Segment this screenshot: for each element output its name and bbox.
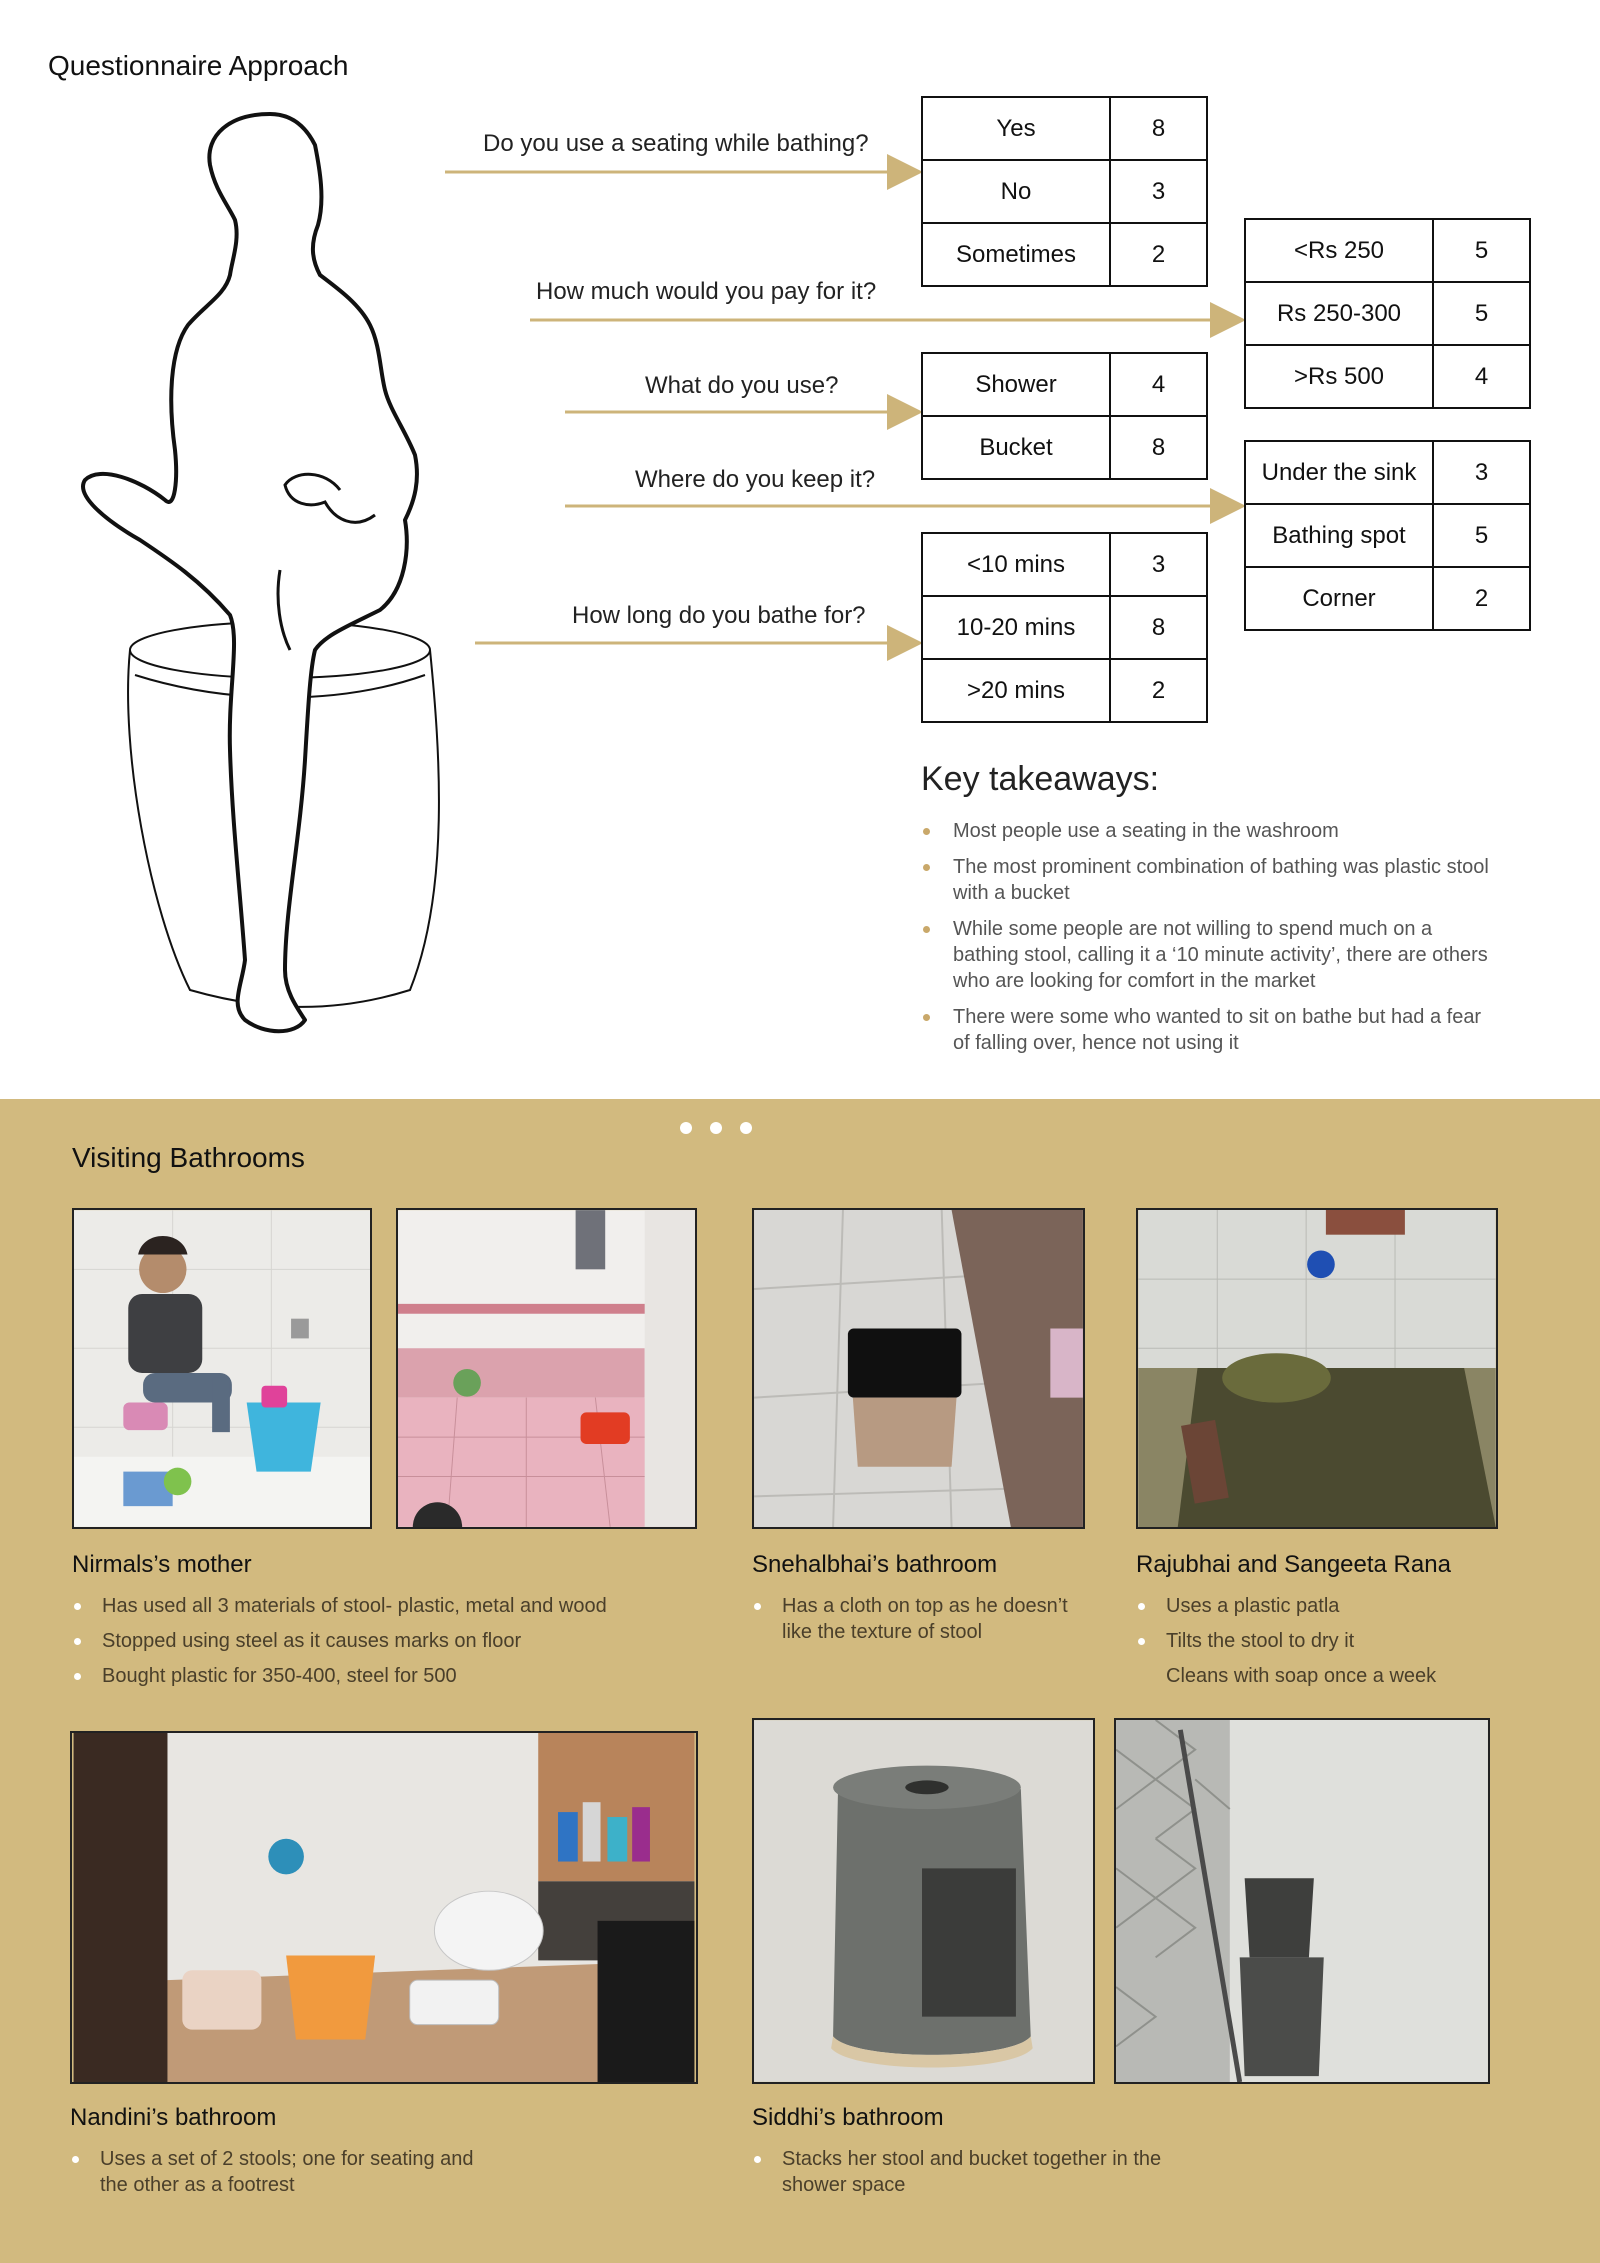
rajubhai-title: Rajubhai and Sangeeta Rana [1136,1551,1451,1578]
table-row [922,223,1207,286]
table-row [922,97,1207,160]
table-count: 4 [1110,353,1207,416]
list-item: Tilts the stool to dry it [1136,1628,1496,1654]
photo-snehal-bathroom [752,1208,1085,1529]
takeaways-title: Key takeaways: [921,760,1160,798]
table-row [922,416,1207,479]
table-option: >Rs 500 [1245,345,1433,408]
keep-table [1244,440,1531,631]
table-row [922,659,1207,722]
table-count: 3 [1433,441,1530,504]
takeaways-list [921,818,1501,1066]
nirmal-points [72,1593,692,1698]
question-keep: Where do you keep it? [635,466,876,493]
siddhi-title: Siddhi’s bathroom [752,2104,944,2131]
nandini-title: Nandini’s bathroom [70,2104,277,2131]
list-item: Most people use a seating in the washroom [921,818,1501,844]
table-option: Bathing spot [1245,504,1433,567]
list-item: Has a cloth on top as he doesn’t like the texture of stool [752,1593,1082,1645]
list-item: Cleans with soap once a week [1166,1665,1437,1687]
table-row [1245,345,1530,408]
table-row [1245,504,1530,567]
list-item: Bought plastic for 350-400, steel for 500 [72,1663,692,1689]
list-item: Stacks her stool and bucket together in the shower space [752,2146,1202,2198]
table-option: 10-20 mins [922,596,1110,659]
table-count: 4 [1433,345,1530,408]
photo-siddhi-bucket [1114,1718,1490,2084]
table-count: 2 [1433,567,1530,630]
table-option: >20 mins [922,659,1110,722]
table-count: 8 [1110,97,1207,160]
table-row [1245,282,1530,345]
table-count: 3 [1110,533,1207,596]
table-count: 5 [1433,219,1530,282]
table-option: Sometimes [922,223,1110,286]
table-option: Under the sink [1245,441,1433,504]
list-item: While some people are not willing to spend much on a bathing stool, calling it a ‘10 minute activity’, there are others who are looking for comfort in the market [921,916,1501,994]
seating-table [921,96,1208,287]
pay-table [1244,218,1531,409]
table-count: 5 [1433,282,1530,345]
photo-siddhi-stool [752,1718,1095,2084]
table-row [1245,219,1530,282]
photo-nirmal-person [72,1208,372,1529]
duration-table [921,532,1208,723]
photo-nirmal-bathroom [396,1208,697,1529]
table-row [922,533,1207,596]
list-item: Has used all 3 materials of stool- plastic, metal and wood [72,1593,692,1619]
question-duration: How long do you bathe for? [572,602,866,629]
use-table [921,352,1208,480]
list-item: Stopped using steel as it causes marks on floor [72,1628,692,1654]
photo-nandini-bathroom [70,1731,698,2084]
list-item: Uses a plastic patla [1136,1593,1496,1619]
snehal-title: Snehalbhai’s bathroom [752,1551,998,1578]
rajubhai-points [1136,1593,1496,1698]
table-count: 2 [1110,659,1207,722]
question-seating: Do you use a seating while bathing? [483,130,869,157]
table-count: 2 [1110,223,1207,286]
snehal-points [752,1593,1082,1654]
table-count: 8 [1110,416,1207,479]
nirmal-title: Nirmals’s mother [72,1551,252,1578]
list-item: The most prominent combination of bathing was plastic stool with a bucket [921,854,1501,906]
table-row [922,160,1207,223]
table-option: <Rs 250 [1245,219,1433,282]
list-item: Uses a set of 2 stools; one for seating and the other as a footrest [70,2146,490,2198]
table-option: <10 mins [922,533,1110,596]
table-row [922,596,1207,659]
page-title: Questionnaire Approach [48,50,349,81]
nandini-points [70,2146,490,2207]
list-item: There were some who wanted to sit on bathe but had a fear of falling over, hence not using it [921,1004,1501,1056]
table-option: Corner [1245,567,1433,630]
question-pay: How much would you pay for it? [536,278,877,305]
table-option: No [922,160,1110,223]
question-use: What do you use? [645,372,839,399]
table-row [1245,441,1530,504]
pagination-dots [680,1121,770,1139]
siddhi-points [752,2146,1202,2207]
table-row [1245,567,1530,630]
table-count: 5 [1433,504,1530,567]
table-option: Rs 250-300 [1245,282,1433,345]
table-option: Shower [922,353,1110,416]
table-option: Yes [922,97,1110,160]
section-title: Visiting Bathrooms [72,1142,305,1173]
table-row [922,353,1207,416]
table-option: Bucket [922,416,1110,479]
table-count: 3 [1110,160,1207,223]
photo-rajubhai-bathroom [1136,1208,1498,1529]
table-count: 8 [1110,596,1207,659]
